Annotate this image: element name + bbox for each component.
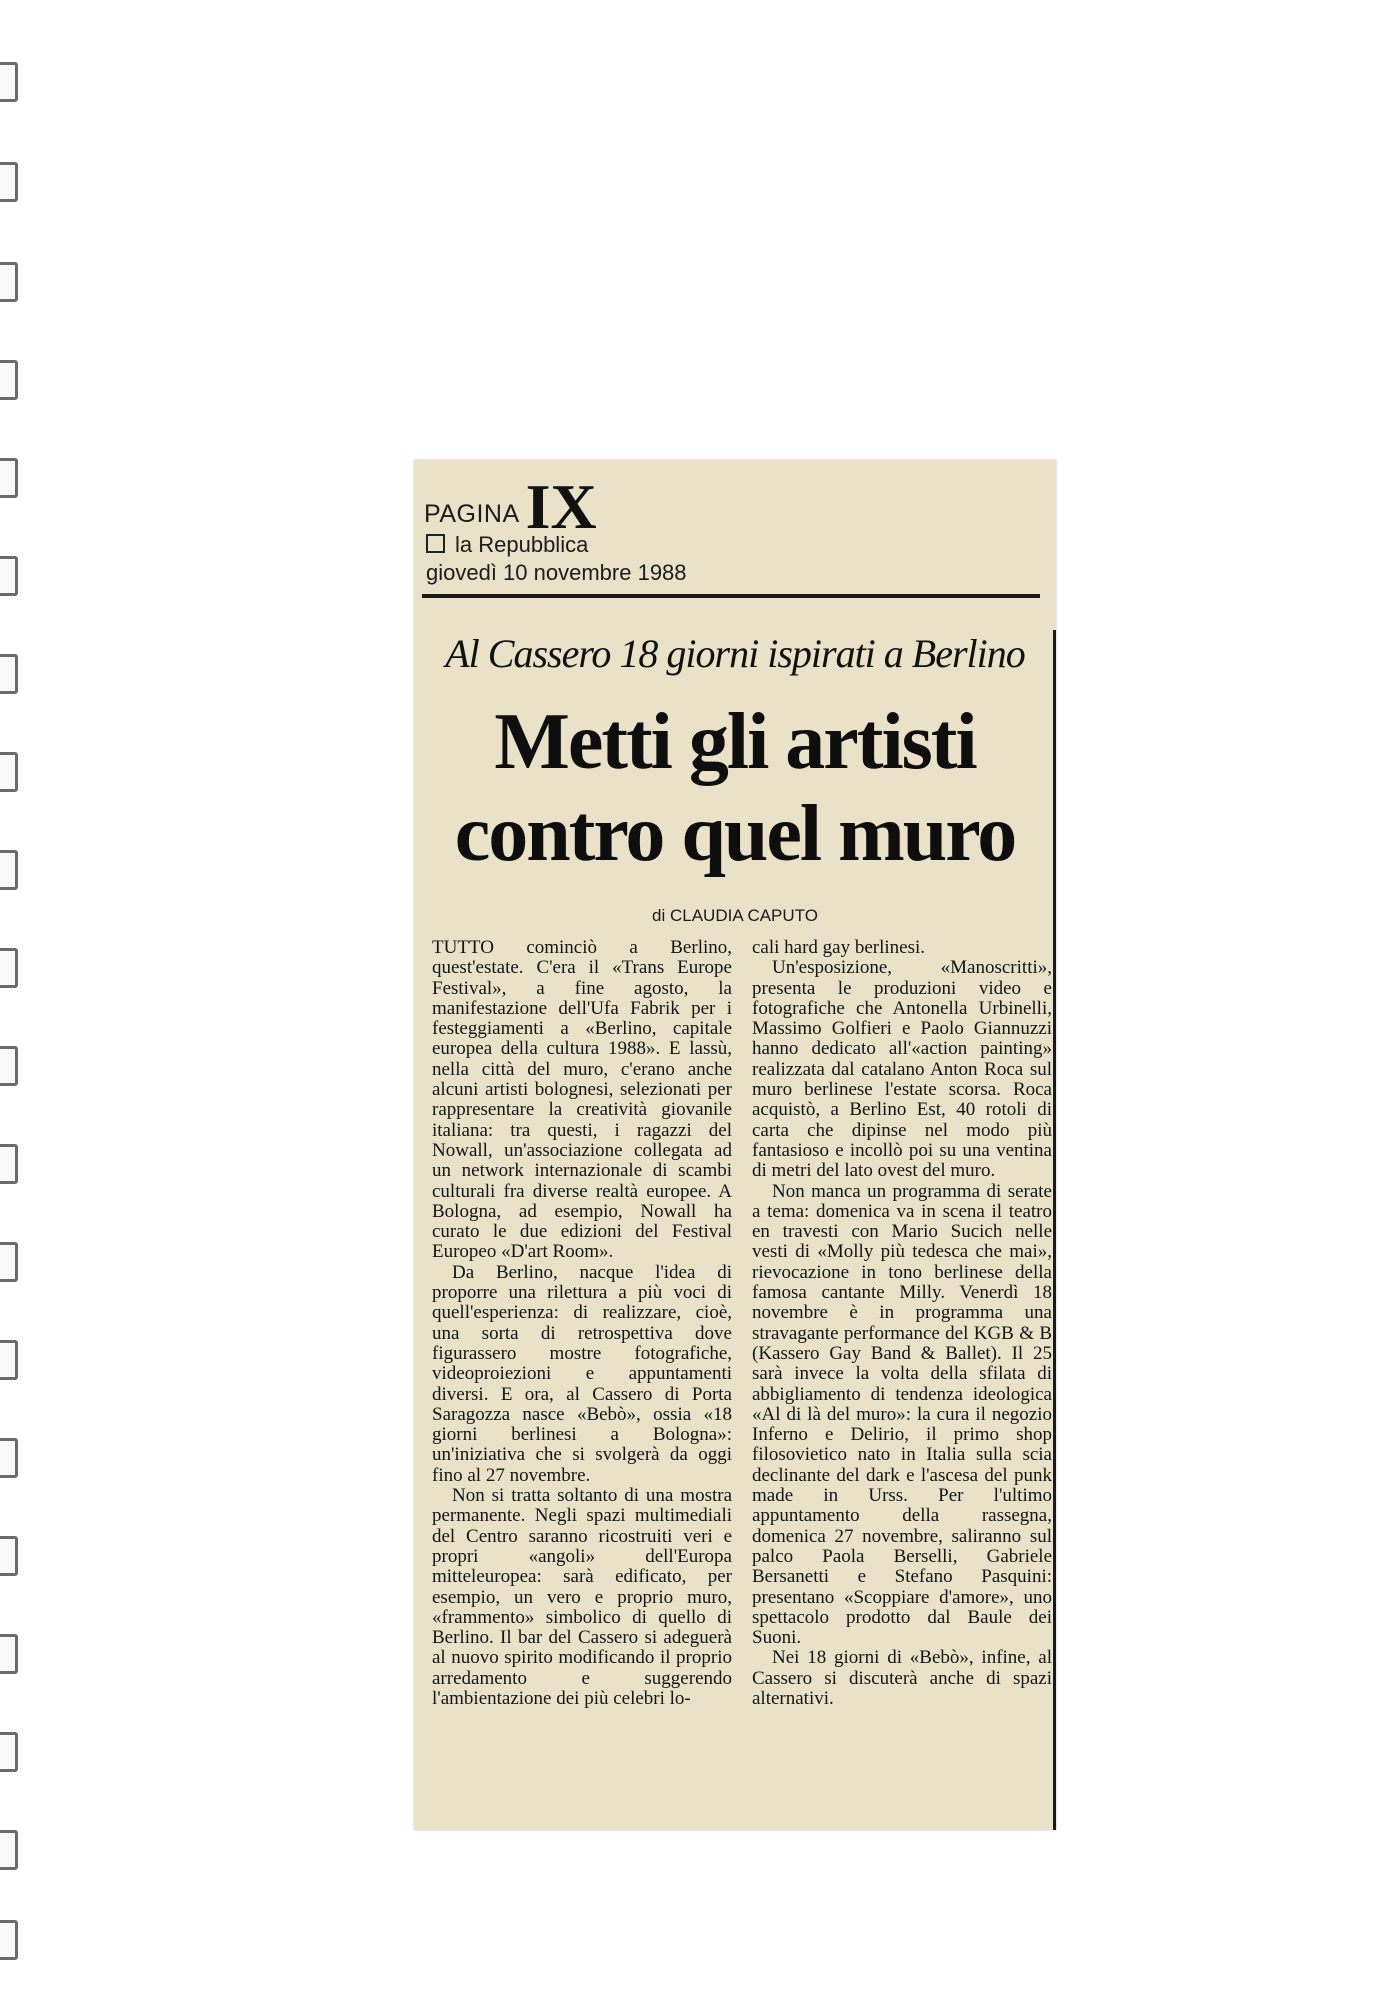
binder-hole [0,1830,18,1870]
binder-hole [0,1920,18,1960]
binder-hole [0,1340,18,1380]
binder-hole [0,1536,18,1576]
binder-hole [0,556,18,596]
kicker: Al Cassero 18 giorni ispirati a Berlino [445,631,1025,676]
binder-hole [0,1438,18,1478]
binder-hole [0,262,18,302]
byline: di CLAUDIA CAPUTO [652,906,818,925]
paragraph: Un'esposizione, «Manoscritti», presenta le produzioni video e fotografiche che Antonella Urbinelli, Massimo Golfieri e Paolo Giannuzzi hanno dedicato all'«action painting» realizzata dal catalano Anton Roca sul muro berlinese l'estate scorsa. Roca acquistò, a Berlino Est, 40 rotoli di carta che dipinse nel modo più fantasioso e incollò poi su una ventina di metri del lato ovest del muro. [752,957,1052,1182]
article-column-1 [432,938,732,1709]
binder-hole [0,62,18,102]
article-column-2 [752,938,1052,1709]
paragraph: TUTTO cominciò a Berlino, quest'estate. C'era il «Trans Europe Festival», a fine agosto, la manifestazione dell'Ufa Fabrik per i festeggiamenti a «Berlino, capitale europea della cultura 1988». E lassù, nella città del muro, c'erano anche alcuni artisti bolognesi, selezionati per rappresentare la creatività giovanile italiana: tra questi, i ragazzi del Nowall, un'associazione collegata ad un network internazionale di scambi culturali fra diverse realtà europee. A Bologna, ad esempio, Nowall ha curato le due edizioni del Festival Europeo «D'art Room». [432,937,732,1263]
binder-hole [0,1144,18,1184]
binder-hole [0,360,18,400]
paragraph: Non manca un programma di serate a tema: domenica va in scena il teatro en travesti con Mario Sucich nelle vesti di «Molly più tedesca che mai», rievocazione in tono berlinese della famosa cantante Milly. Venerdì 18 novembre è in programma una stravagante performance del KGB & B (Kassero Gay Band & Ballet). Il 25 sarà invece la volta della sfilata di abbigliamento di tendenza ideologica «Al di là del muro»: la cura il negozio Inferno e Delirio, il primo shop filosovietico nato in Italia sulla scia declinante del dark e l'ascesa del punk made in Urss. Per l'ultimo appuntamento della rassegna, domenica 27 novembre, saliranno sul palco Paola Berselli, Gabriele Bersanetti e Stefano Pasquini: presentano «Scoppiare d'amore», uno spettacolo prodotto dal Baule dei Suoni. [752,1180,1052,1649]
binder-hole [0,1242,18,1282]
binder-hole [0,752,18,792]
headline [414,696,1056,880]
square-icon [426,534,445,553]
publication-date: giovedì 10 novembre 1988 [426,560,687,585]
binder-hole [0,458,18,498]
binder-hole [0,1634,18,1674]
pagina-label: PAGINA [424,500,520,528]
paragraph: Da Berlino, nacque l'idea di proporre una rilettura a più voci di quell'esperienza: di realizzare, cioè, una sorta di retrospettiva dove figurassero mostre fotografiche, videoproiezioni e appuntamenti diversi. E ora, al Cassero di Porta Saragozza nasce «Bebò», ossia «18 giorni berlinesi a Bologna»: un'iniziativa che si svolgerà da oggi fino al 27 novembre. [432,1261,732,1486]
header-rule [422,594,1040,598]
newspaper-name [426,532,588,558]
binder-hole [0,1732,18,1772]
paragraph: Non si tratta soltanto di una mostra permanente. Negli spazi multimediali del Centro saranno ricostruiti veri e propri «angoli» dell'Europa mitteleuropea: sarà edificato, per esempio, un vero e proprio muro, «frammento» simbolico di quello di Berlino. Il bar del Cassero si adeguerà al nuovo spirito modificando il proprio arredamento e suggerendo l'ambientazione dei più celebri lo- [432,1485,732,1709]
binder-hole [0,1046,18,1086]
newspaper-title: la Repubblica [455,532,589,557]
pagina-number: IX [525,471,597,542]
newspaper-clipping [414,460,1056,1830]
binder-hole [0,850,18,890]
headline-line: contro quel muro [454,790,1016,878]
headline-line: Metti gli artisti [494,698,976,786]
binder-hole [0,162,18,202]
binder-hole [0,654,18,694]
paragraph: cali hard gay berlinesi. [752,937,926,958]
binder-hole [0,948,18,988]
paragraph: Nei 18 giorni di «Bebò», infine, al Cassero si discuterà anche di spazi alternativi. [752,1647,1052,1709]
